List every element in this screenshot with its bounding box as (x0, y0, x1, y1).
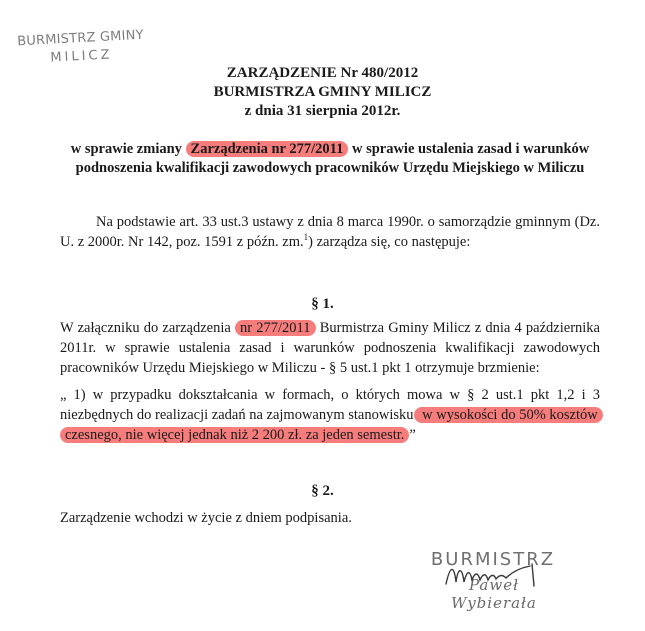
document-issuer: BURMISTRZA GMINY MILICZ (213, 84, 432, 100)
document-title: ZARZĄDZENIE Nr 480/2012 (226, 65, 419, 81)
legal-basis-end: ) zarządza się, co następuje: (308, 234, 471, 250)
subject-prefix: w sprawie zmiany (70, 141, 186, 157)
office-stamp (15, 27, 147, 70)
footnote-marker: 1 (303, 232, 309, 243)
legal-basis-text: Na podstawie art. 33 ust.3 ustawy z dnia 8 marca 1990r. o samorządzie gminnym (Dz. U. z 2000r. Nr 142, poz. 1591 z późn. zm. (60, 214, 600, 250)
section-1-heading: § 1. (311, 296, 334, 312)
section-2-paragraph: Zarządzenie wchodzi w życie z dniem podpisania. (60, 510, 352, 526)
signature-name: Paweł Wybierała (451, 576, 537, 612)
quote-text-after: ” (409, 427, 416, 443)
stamp-line-1: BURMISTRZ GMINY (16, 27, 145, 50)
stamp-line-2: MILICZ (50, 47, 113, 66)
document-header (0, 64, 645, 121)
signature-title: BURMISTRZ (430, 549, 556, 570)
section-1-text-before: W załączniku do zarządzenia (60, 320, 236, 336)
document-subject (60, 140, 600, 178)
section-1-paragraph (60, 318, 600, 378)
subject-highlight: Zarządzenia nr 277/2011 (186, 141, 349, 157)
section-1-highlight: nr 277/2011 (235, 320, 316, 336)
quote-text-before: „ 1) w przypadku dokształcania w formach, o których mowa w § 2 ust.1 pkt 1,2 i 3 niezbędnych do realizacji zadań na zajmowanym stanowisku (60, 387, 600, 423)
subject-rest: w sprawie ustalenia zasad i warunków podnoszenia kwalifikacji zawodowych pracowników Urzędu Miejskiego w Miliczu (75, 141, 590, 176)
section-2-heading: § 2. (311, 483, 334, 499)
handwritten-signature (440, 558, 560, 592)
quote-highlight: w wysokości do 50% kosztów czesnego, nie więcej jednak niż 2 200 zł. za jeden semestr. (60, 407, 603, 443)
quoted-provision (60, 385, 600, 445)
legal-basis-paragraph (60, 212, 600, 252)
section-1-text-after: Burmistrza Gminy Milicz z dnia 4 października 2011r. w sprawie ustalenia zasad i warunków podnoszenia kwalifikacji zawodowych pracowników Urzędu Miejskiego w Miliczu - § 5 ust.1 pkt 1 otrzymuje brzmienie: (60, 320, 600, 376)
document-date: z dnia 31 sierpnia 2012r. (244, 103, 401, 119)
